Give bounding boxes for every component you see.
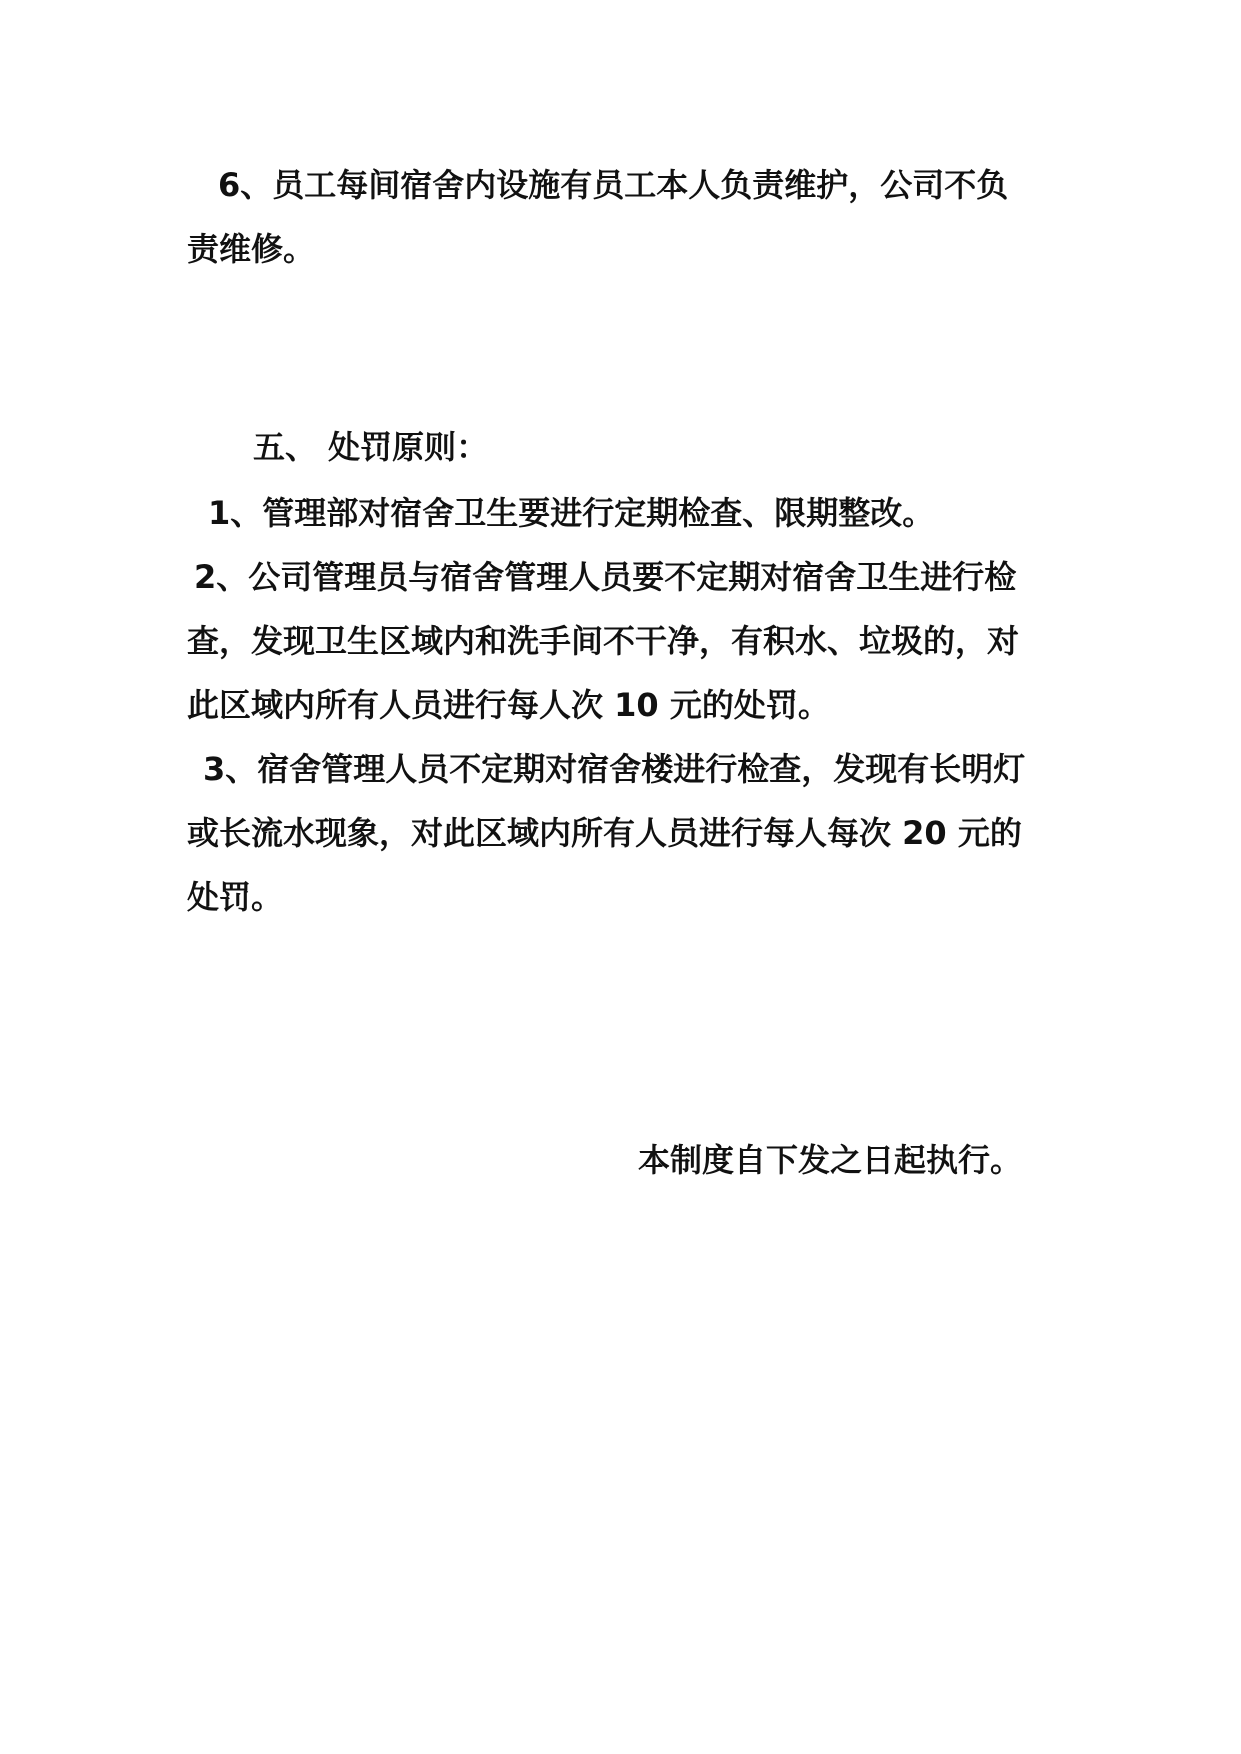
penalty1-line1: 1、管理部对宿舍卫生要进行定期检查、限期整改。 (208, 494, 935, 532)
penalty3-line2: 或长流水现象，对此区域内所有人员进行每人每次 20 元的 (187, 814, 1022, 852)
penalty2-line2: 查，发现卫生区域内和洗手间不干净，有积水、垃圾的，对 (187, 622, 1020, 660)
penalty2-line3: 此区域内所有人员进行每人次 10 元的处罚。 (187, 686, 830, 724)
closing-statement: 本制度自下发之日起执行。 (638, 1141, 1023, 1179)
penalty3-line1: 3、宿舍管理人员不定期对宿舍楼进行检查，发现有长明灯 (203, 750, 1026, 788)
penalty3-line3: 处罚。 (187, 878, 284, 916)
section5-heading: 五、 处罚原则： (253, 428, 489, 466)
penalty2-line1: 2、公司管理员与宿舍管理人员要不定期对宿舍卫生进行检 (194, 558, 1017, 596)
item6-line2: 责维修。 (187, 230, 316, 268)
item6-line1: 6、员工每间宿舍内设施有员工本人负责维护，公司不负 (218, 166, 1009, 204)
